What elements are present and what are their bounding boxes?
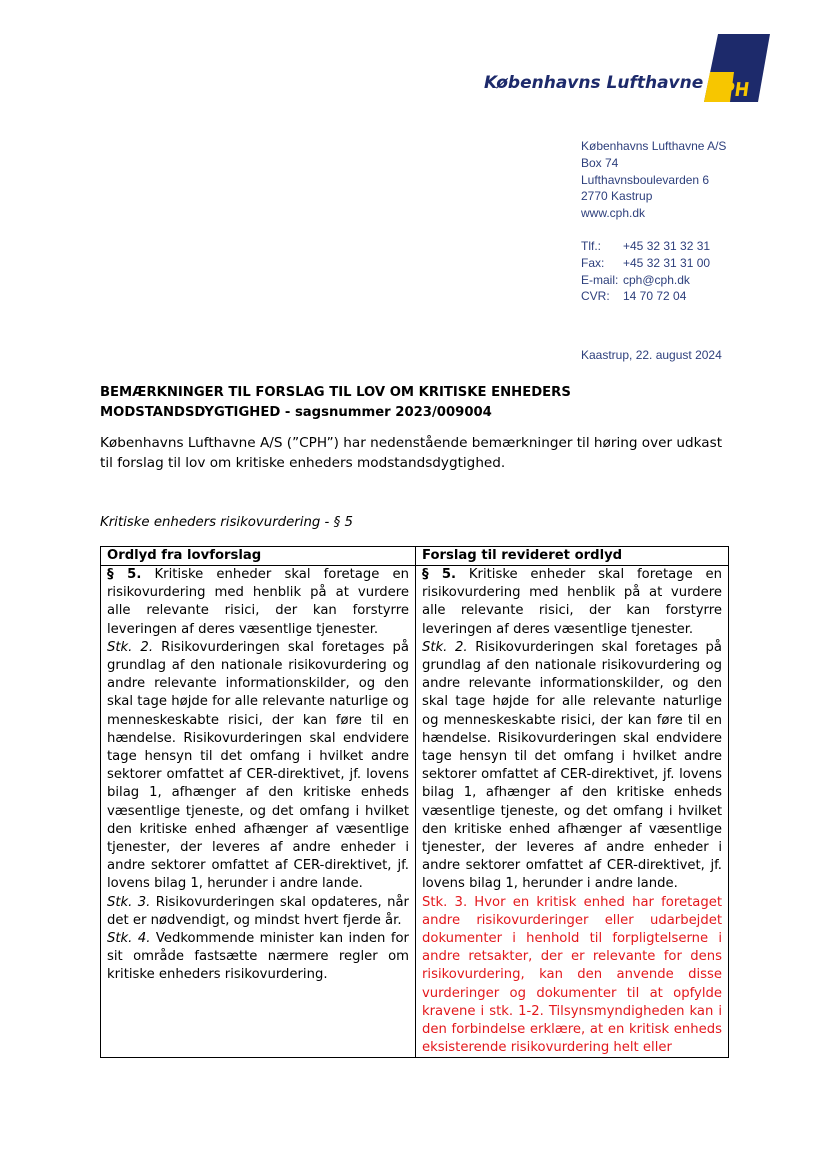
original-text-cell xyxy=(101,566,416,1058)
contact-value: +45 32 31 31 00 xyxy=(623,255,711,270)
address-line: Lufthavnsboulevarden 6 xyxy=(581,172,710,187)
proposed-addition-text: Stk. 3. Hvor en kritisk enhed har foretaget andre risikovurderinger eller udarbejdet dokumenter i henhold til forpligtelserne i andre retsakter, der er relevante for dens risikovurdering, kan den anvende disse vurderinger og dokumenter til at opfylde kravene i stk. 1-2. Tilsynsmyndigheden kan i den forbindelse erklære, at en kritisk enheds eksisterende risikovurdering helt eller xyxy=(422,894,722,1056)
paragraph-text: Risikovurderingen skal opdateres, når det er nødvendigt, og mindst hvert fjerde år. xyxy=(107,894,409,928)
paragraph xyxy=(107,930,409,985)
letter-date: Kaastrup, 22. august 2024 xyxy=(581,348,722,362)
paragraph-label: Stk. 3. xyxy=(107,894,151,910)
paragraph-label: § 5. xyxy=(422,567,457,582)
website-link[interactable]: www.cph.dk xyxy=(581,206,646,221)
address-line: Københavns Lufthavne A/S xyxy=(581,139,727,153)
contact-value: +45 32 31 32 31 xyxy=(623,239,711,253)
column-header-revised: Forslag til revideret ordlyd xyxy=(416,547,729,566)
contact-label: CVR: xyxy=(581,289,610,304)
paragraph-label: Stk. 2. xyxy=(422,639,468,655)
contact-row-email xyxy=(581,272,710,289)
paragraph-label: Stk. 4. xyxy=(107,931,151,947)
contact-info xyxy=(581,238,710,305)
paragraph-label: Stk. 2. xyxy=(107,639,154,655)
contact-label: E-mail: xyxy=(581,272,619,287)
revised-text-cell xyxy=(416,566,729,1058)
document-heading: BEMÆRKNINGER TIL FORSLAG TIL LOV OM KRITISKE ENHEDERS MODSTANDSDYGTIGHED - sagsnummer 2023/009004 xyxy=(100,385,571,420)
address-line: 2770 Kastrup xyxy=(581,189,653,204)
paragraph xyxy=(107,894,409,930)
section-title: Kritiske enheders risikovurdering - § 5 xyxy=(100,515,353,530)
paragraph xyxy=(107,639,409,894)
contact-row-fax xyxy=(581,255,710,272)
contact-value: 14 70 72 04 xyxy=(623,289,687,304)
paragraph-text: Risikovurderingen skal foretages på grundlag af den nationale risikovurdering og andre relevante informationskilder, og den skal tage højde for alle relevante naturlige og menneskeskabte risici, der kan føre til en hændelse. Risikovurderingen skal endvidere tage hensyn til det omfang i hvilket andre sektorer omfattet af CER-direktivet, jf. lovens bilag 1, afhænger af den kritiske enheds væsentlige tjeneste, og det omfang i hvilket den kritiske enhed afhænger af væsentlige tjenester, der leveres af andre enheder i andre sektorer omfattet af CER-direktivet, jf. lovens bilag 1, herunder i andre lande. xyxy=(107,639,409,892)
contact-row-phone xyxy=(581,238,710,255)
company-logo-text: Københavns Lufthavne xyxy=(484,73,704,93)
email-link[interactable]: cph@cph.dk xyxy=(623,272,690,287)
paragraph xyxy=(422,566,722,639)
cph-logo-icon xyxy=(704,34,770,102)
contact-row-cvr xyxy=(581,288,710,305)
paragraph-text: Vedkommende minister kan inden for sit område fastsætte nærmere regler om kritiske enheders risikovurdering. xyxy=(107,931,409,983)
paragraph-text: Risikovurderingen skal foretages på grundlag af den nationale risikovurdering og andre relevante informationskilder, og den skal tage højde for alle relevante naturlige og menneskeskabte risici, der kan føre til en hændelse. Risikovurderingen skal endvidere tage hensyn til det omfang i hvilket andre sektorer omfattet af CER-direktivet, jf. lovens bilag 1, afhænger af den kritiske enheds væsentlige tjeneste, og det omfang i hvilket den kritiske enhed afhænger af væsentlige tjenester, der leveres af andre enheder i andre sektorer omfattet af CER-direktivet, jf. lovens bilag 1, herunder i andre lande. xyxy=(422,639,722,892)
contact-label: Fax: xyxy=(581,255,605,270)
paragraph xyxy=(107,566,409,639)
contact-label: Tlf.: xyxy=(581,239,601,253)
paragraph xyxy=(422,639,722,894)
company-address xyxy=(581,138,726,222)
paragraph-text: Kritiske enheder skal foretage en risikovurdering med henblik på at vurdere alle relevante risici, der kan forstyrre leveringen af deres væsentlige tjenester. xyxy=(107,567,409,637)
intro-paragraph: Københavns Lufthavne A/S (”CPH”) har nedenstående bemærkninger til høring over udkast til forslag til lov om kritiske enheders modstandsdygtighed. xyxy=(100,435,723,471)
address-line: Box 74 xyxy=(581,155,619,170)
paragraph-label: § 5. xyxy=(107,567,142,582)
column-header-original: Ordlyd fra lovforslag xyxy=(101,547,416,566)
cph-logo-mark-text: CPH xyxy=(707,78,755,101)
comparison-table xyxy=(100,546,729,1058)
paragraph-text: Kritiske enheder skal foretage en risikovurdering med henblik på at vurdere alle relevante risici, der kan forstyrre leveringen af deres væsentlige tjenester. xyxy=(422,567,722,637)
